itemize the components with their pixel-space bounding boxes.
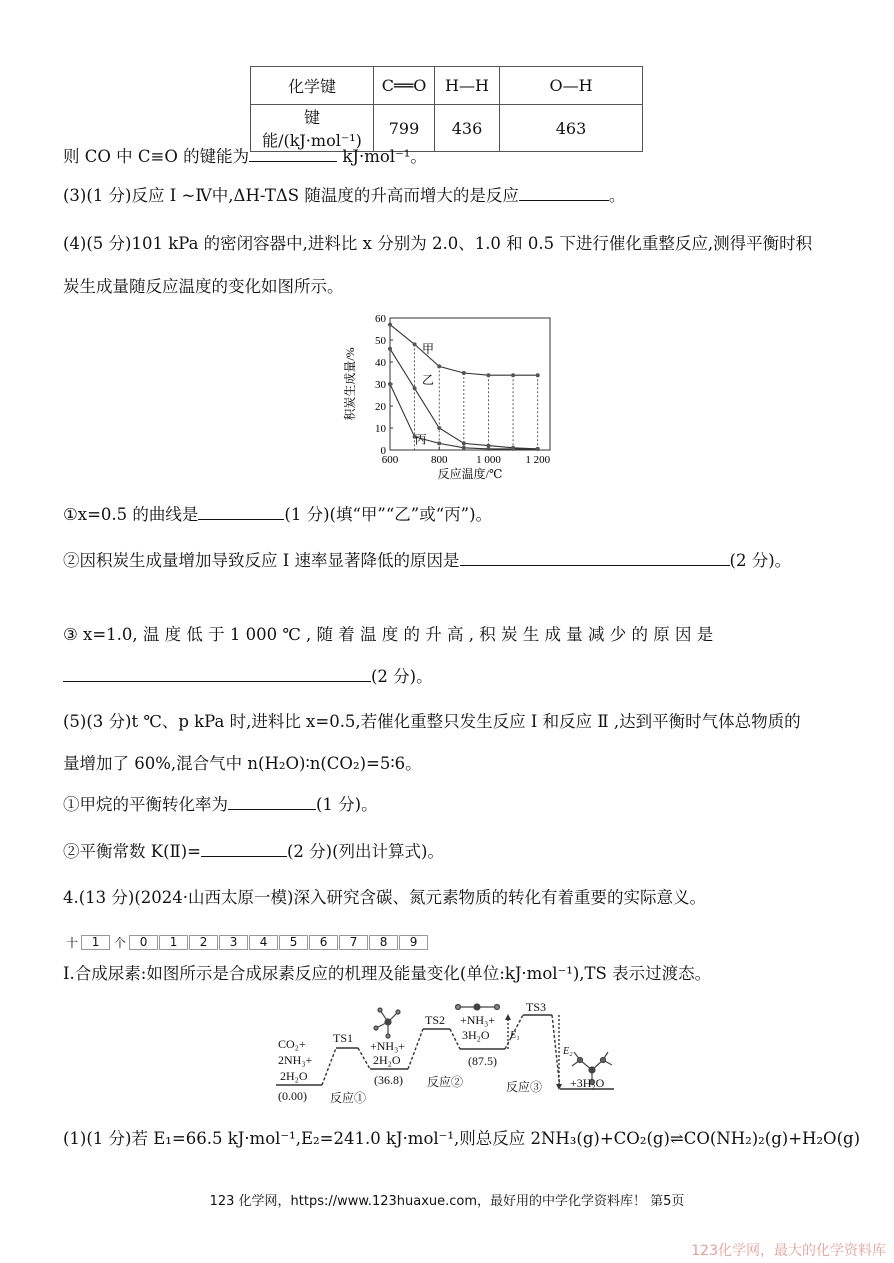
inter2-species-2: 3H₂O xyxy=(462,1028,490,1042)
data-point xyxy=(536,447,540,451)
x-tick-label: 1 000 xyxy=(476,454,501,466)
digit-cell[interactable]: 8 xyxy=(369,935,398,950)
inter1-species-2: 2H₂O xyxy=(373,1053,401,1067)
carbon-deposition-chart xyxy=(330,308,570,488)
table-header-cell: H—H xyxy=(435,67,500,105)
data-point xyxy=(413,342,417,346)
y-tick-label: 0 xyxy=(380,445,386,457)
e1-label: E₁ xyxy=(510,1030,520,1041)
data-point xyxy=(462,371,466,375)
table-header-cell: 化学键 xyxy=(251,67,374,105)
start-species-2: 2NH₃+ xyxy=(278,1053,313,1067)
table-row xyxy=(251,67,643,105)
inter2-species-1: +NH₃+ xyxy=(460,1013,496,1027)
data-point xyxy=(388,323,392,327)
series-label: 丙 xyxy=(414,432,427,447)
data-point xyxy=(437,364,441,368)
answer-blank[interactable] xyxy=(249,161,337,162)
answer-blank[interactable] xyxy=(519,200,609,201)
x-axis-label: 反应温度/℃ xyxy=(437,467,503,481)
series-label: 乙 xyxy=(422,373,435,387)
reaction-1-label: 反应① xyxy=(330,1091,367,1105)
table-cell: 436 xyxy=(435,105,500,152)
plot-frame xyxy=(390,318,550,450)
digit-cell[interactable]: 3 xyxy=(219,935,248,950)
y-tick-label: 50 xyxy=(375,335,386,347)
co2-molecule-icon xyxy=(455,1004,500,1010)
digit-cell[interactable]: 0 xyxy=(129,935,158,950)
ones-label: 个 xyxy=(114,936,127,950)
data-point xyxy=(388,347,392,351)
question-4-3-line1: ③ x=1.0, 温 度 低 于 1 000 ℃ , 随 着 温 度 的 升 高 , 积 炭 生 成 量 减 少 的 原 因 是 xyxy=(63,625,714,644)
y-tick-label: 60 xyxy=(375,313,386,325)
series-line xyxy=(390,325,538,376)
digit-cell[interactable]: 6 xyxy=(309,935,338,950)
question-4-3-line2: (2 分)。 xyxy=(63,665,433,689)
part-1-heading: Ⅰ.合成尿素:如图所示是合成尿素反应的机理及能量变化(单位:kJ·mol⁻¹),TS 表示过渡态。 xyxy=(63,964,712,983)
table-row-label: 键能/(kJ·mol⁻¹) xyxy=(251,105,374,152)
data-point xyxy=(413,386,417,390)
data-point xyxy=(486,373,490,377)
data-point xyxy=(486,447,490,451)
inter1-species-1: +NH₃+ xyxy=(370,1039,406,1053)
y-tick-label: 20 xyxy=(375,401,386,413)
series-label: 甲 xyxy=(422,342,435,357)
inter1-energy: (36.8) xyxy=(374,1073,403,1087)
digit-cell[interactable]: 1 xyxy=(159,935,188,950)
reaction-2-label: 反应② xyxy=(427,1075,464,1089)
digit-cell[interactable]: 7 xyxy=(339,935,368,950)
answer-blank[interactable] xyxy=(228,809,316,810)
start-species-3: 2H₂O xyxy=(280,1069,308,1083)
ts2-label: TS2 xyxy=(425,1013,446,1027)
ts1-label: TS1 xyxy=(333,1031,354,1045)
watermark: 123化学网，最大的化学资料库 xyxy=(691,1243,886,1259)
data-point xyxy=(388,382,392,386)
score-digit-row xyxy=(63,934,429,951)
x-tick-label: 1 200 xyxy=(525,454,551,466)
data-point xyxy=(437,441,441,445)
e2-label: E₂ xyxy=(563,1046,573,1057)
question-4-line1: (4)(5 分)101 kPa 的密闭容器中,进料比 x 分别为 2.0、1.0 和 0.5 下进行催化重整反应,测得平衡时积 xyxy=(63,234,813,253)
inter2-energy: (87.5) xyxy=(468,1054,497,1068)
answer-blank[interactable] xyxy=(63,681,371,682)
table-cell: 799 xyxy=(374,105,435,152)
question-4-2: ②因积炭生成量增加导致反应 Ⅰ 速率显著降低的原因是 (2 分)。 xyxy=(63,551,792,570)
table-cell: 463 xyxy=(500,105,643,152)
start-energy: (0.00) xyxy=(278,1089,307,1103)
answer-blank[interactable] xyxy=(198,519,284,520)
final-species: +3H₂O xyxy=(570,1076,605,1090)
digit-cell[interactable]: 2 xyxy=(189,935,218,950)
answer-blank[interactable] xyxy=(460,565,730,566)
x-tick-label: 600 xyxy=(381,454,399,466)
y-axis-label: 积炭生成量/% xyxy=(343,347,357,421)
table-header-cell: O—H xyxy=(500,67,643,105)
question-5-line1: (5)(3 分)t ℃、p kPa 时,进料比 x=0.5,若催化重整只发生反应 Ⅰ 和反应 Ⅱ ,达到平衡时气体总物质的 xyxy=(63,712,801,731)
question-5-1: ①甲烷的平衡转化率为 (1 分)。 xyxy=(63,795,378,814)
digit-cell[interactable]: 5 xyxy=(279,935,308,950)
y-tick-label: 10 xyxy=(375,423,386,435)
question-last: (1)(1 分)若 E₁=66.5 kJ·mol⁻¹,E₂=241.0 kJ·mol⁻¹,则总反应 2NH₃(g)+CO₂(g)⇌CO(NH₂)₂(g)+H₂O(g) xyxy=(63,1129,861,1148)
y-tick-label: 30 xyxy=(375,379,386,391)
page-footer: 123 化学网，https://www.123huaxue.com，最好用的中学化学资料库！ 第5页 xyxy=(209,1194,685,1209)
data-point xyxy=(536,373,540,377)
answer-blank[interactable] xyxy=(201,856,287,857)
question-4-1: ①x=0.5 的曲线是 (1 分)(填“甲”“乙”或“丙”)。 xyxy=(63,505,493,524)
tens-label: 十 xyxy=(66,936,79,950)
y-tick-label: 40 xyxy=(375,357,386,369)
bond-energy-table xyxy=(250,66,643,152)
data-point xyxy=(462,446,466,450)
question-3: (3)(1 分)反应 Ⅰ ~Ⅳ中,ΔH-TΔS 随温度的升高而增大的是反应 。 xyxy=(63,186,626,205)
start-species-1: CO₂+ xyxy=(278,1037,306,1051)
digit-cell[interactable]: 4 xyxy=(249,935,278,950)
data-point xyxy=(462,441,466,445)
question-5-2: ②平衡常数 K(Ⅱ)= (2 分)(列出计算式)。 xyxy=(63,842,444,861)
question-4-main: 4.(13 分)(2024·山西太原一模)深入研究含碳、氮元素物质的转化有着重要的实际意义。 xyxy=(63,888,706,907)
ts3-label: TS3 xyxy=(526,1000,547,1014)
co-bond-question: 则 CO 中 C≡O 的键能为 kJ·mol⁻¹。 xyxy=(63,147,427,166)
data-point xyxy=(511,447,515,451)
urea-energy-diagram xyxy=(270,998,630,1110)
reaction-3-label: 反应③ xyxy=(506,1080,543,1094)
x-tick-label: 800 xyxy=(430,454,448,466)
data-point xyxy=(511,373,515,377)
digit-cell[interactable]: 9 xyxy=(399,935,428,950)
table-header-cell: C══O xyxy=(374,67,435,105)
question-4-line2: 炭生成量随反应温度的变化如图所示。 xyxy=(63,277,344,296)
question-5-line2: 量增加了 60%,混合气中 n(H₂O)∶n(CO₂)=5∶6。 xyxy=(63,754,422,773)
tens-digit-cell[interactable]: 1 xyxy=(81,935,110,950)
data-point xyxy=(437,426,441,430)
molecule-icon xyxy=(374,1008,400,1038)
